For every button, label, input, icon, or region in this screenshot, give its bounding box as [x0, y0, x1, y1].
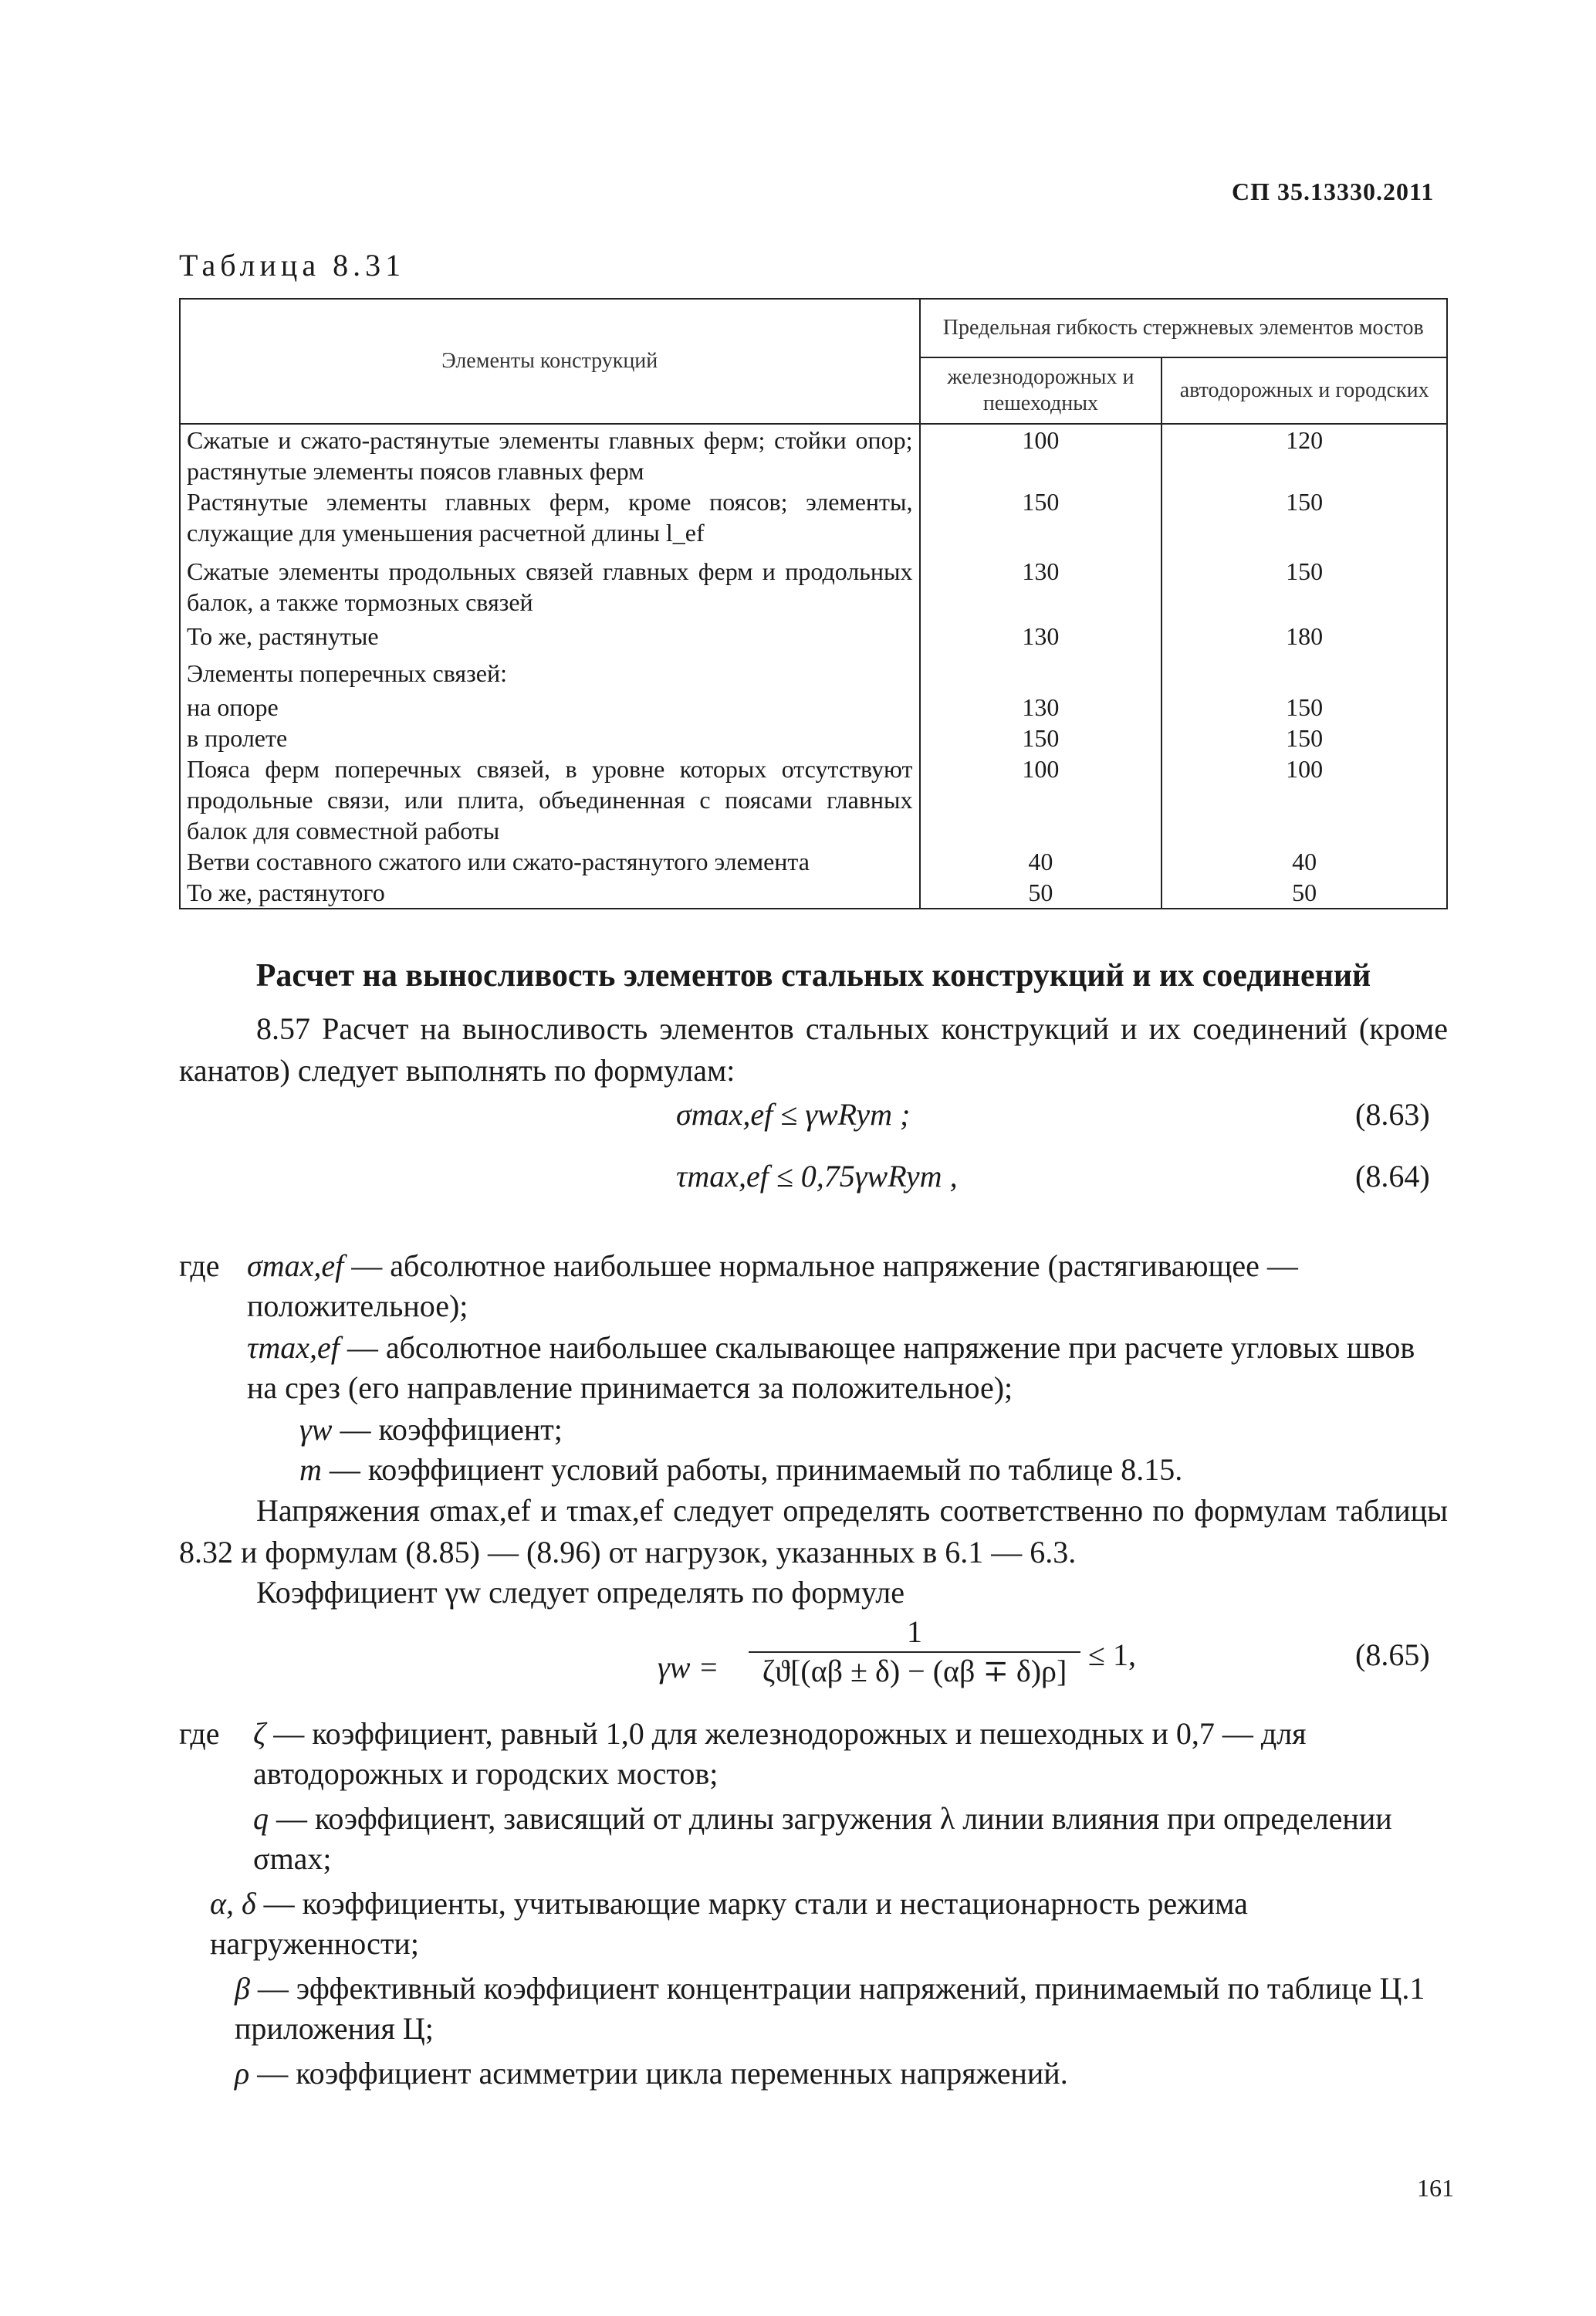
definition-symbol: m: [299, 1452, 322, 1487]
value-rail: 40: [920, 846, 1162, 877]
row-label: Ветви составного сжатого или сжато-растянутого элемента: [180, 846, 920, 877]
fraction-numerator: 1: [907, 1614, 922, 1649]
document-code: СП 35.13330.2011: [1232, 178, 1435, 205]
where-label: где: [179, 1248, 220, 1283]
paragraph-coefficient: Коэффициент γw следует определять по формуле: [256, 1575, 905, 1610]
value-rail: 150: [920, 486, 1162, 556]
definition-symbol: σmax,ef: [247, 1248, 344, 1283]
definition-text: — абсолютное наибольшее скалывающее напряжение при расчете угловых швов на срез (его направление принимается за положительное);: [247, 1330, 1415, 1405]
row-label: Растянутые элементы главных ферм, кроме поясов; элементы, служащие для уменьшения расчетной длины l_ef: [180, 486, 920, 556]
row-label: в пролете: [180, 723, 920, 753]
value-road: [1161, 658, 1447, 692]
definition-item: [210, 1884, 1429, 1964]
definition-text: — эффективный коэффициент концентрации напряжений, принимаемый по таблице Ц.1 приложения Ц;: [235, 1971, 1425, 2046]
row-label: То же, растянутые: [180, 621, 920, 658]
table-row: [180, 692, 1447, 723]
col-header-road: автодорожных и городских: [1161, 357, 1447, 424]
value-rail: 100: [920, 753, 1162, 846]
value-road: 150: [1161, 486, 1447, 556]
definition-item: [253, 1714, 1426, 1794]
definition-item: [247, 1246, 1428, 1326]
where-label-2: где: [179, 1716, 220, 1751]
section-title: Расчет на выносливость элементов стальных конструкций и их соединений: [255, 958, 1371, 994]
table-row: [180, 486, 1447, 556]
formula-8-63: σmax,ef ≤ γwRym ;: [676, 1097, 911, 1132]
definition-text: — коэффициент, зависящий от длины загружения λ линии влияния при определении σmax;: [253, 1801, 1392, 1876]
table-row: [180, 658, 1447, 692]
value-road: 150: [1161, 723, 1447, 753]
equation-number-8-63: (8.63): [1355, 1097, 1430, 1132]
value-rail: 150: [920, 723, 1162, 753]
value-road: 50: [1161, 877, 1447, 909]
row-label: То же, растянутого: [180, 877, 920, 909]
formula-8-65-lhs: γw =: [658, 1650, 719, 1685]
table-row: [180, 846, 1447, 877]
row-label: Сжатые и сжато-растянутые элементы главных ферм; стойки опор; растянутые элементы поясов главных ферм: [180, 424, 920, 486]
definition-symbol: γw: [299, 1412, 333, 1447]
paragraph-stresses: Напряжения σmax,ef и τmax,ef следует определять соответственно по формулам таблицы 8.32 и формулам (8.85) — (8.96) от нагрузок, указанных в 6.1 — 6.3.: [179, 1493, 1448, 1569]
value-rail: 130: [920, 556, 1162, 621]
col-header-elements: Элементы конструкций: [180, 299, 920, 424]
definition-symbol: τmax,ef: [247, 1330, 340, 1365]
row-label: Элементы поперечных связей:: [180, 658, 920, 692]
definition-symbol: ρ: [235, 2056, 250, 2091]
row-label: на опоре: [180, 692, 920, 723]
value-rail: [920, 658, 1162, 692]
definition-item: [299, 1450, 1426, 1490]
value-road: 120: [1161, 424, 1447, 486]
fraction-denominator: ζϑ[(αβ ± δ) − (αβ ∓ δ)ρ]: [762, 1654, 1067, 1688]
value-rail: 130: [920, 621, 1162, 658]
definition-symbol: α, δ: [210, 1886, 256, 1921]
definition-item: [235, 1969, 1431, 2049]
table-caption: Таблица 8.31: [179, 248, 406, 283]
equation-number-8-65: (8.65): [1355, 1637, 1430, 1672]
definition-symbol: q: [253, 1801, 269, 1836]
value-road: 150: [1161, 692, 1447, 723]
row-label: Сжатые элементы продольных связей главных ферм и продольных балок, а также тормозных связей: [180, 556, 920, 621]
table-row: [180, 877, 1447, 909]
formula-8-65-rhs: ≤ 1,: [1088, 1637, 1136, 1672]
definition-text: — коэффициент;: [340, 1412, 563, 1447]
table-row: [180, 753, 1447, 846]
equation-number-8-64: (8.64): [1355, 1159, 1430, 1194]
table-row: [180, 621, 1447, 658]
paragraph-8-57: 8.57 Расчет на выносливость элементов стальных конструкций и их соединений (кроме канатов) следует выполнять по формулам:: [179, 1011, 1448, 1088]
definition-text: — коэффициент условий работы, принимаемый по таблице 8.15.: [329, 1452, 1183, 1487]
table-row: [180, 424, 1447, 486]
definition-item: [247, 1328, 1428, 1408]
table-row: [180, 556, 1447, 621]
value-rail: 50: [920, 877, 1162, 909]
value-rail: 130: [920, 692, 1162, 723]
value-road: 40: [1161, 846, 1447, 877]
definition-text: — абсолютное наибольшее нормальное напряжение (растягивающее — положительное);: [247, 1248, 1298, 1323]
value-rail: 100: [920, 424, 1162, 486]
definition-text: — коэффициент, равный 1,0 для железнодорожных и пешеходных и 0,7 — для автодорожных и городских мостов;: [253, 1716, 1307, 1791]
formula-8-64: τmax,ef ≤ 0,75γwRym ,: [676, 1159, 958, 1194]
value-road: 100: [1161, 753, 1447, 846]
definition-item: [253, 1799, 1426, 1879]
table-row: [180, 723, 1447, 753]
row-label: Пояса ферм поперечных связей, в уровне которых отсутствуют продольные связи, или плита, объединенная с поясами главных балок для совместной работы: [180, 753, 920, 846]
definition-symbol: ζ: [253, 1716, 266, 1751]
formula-8-65-fraction: [749, 1613, 1080, 1689]
col-header-group: Предельная гибкость стержневых элементов мостов: [920, 299, 1448, 357]
value-road: 150: [1161, 556, 1447, 621]
definition-item: [299, 1410, 1426, 1450]
page-number: 161: [1417, 2174, 1454, 2202]
definition-item: [235, 2054, 1431, 2094]
definition-text: — коэффициент асимметрии цикла переменных напряжений.: [257, 2056, 1068, 2091]
slenderness-table: [179, 298, 1448, 909]
value-road: 180: [1161, 621, 1447, 658]
col-header-rail: железнодорожных и пешеходных: [920, 357, 1162, 424]
definition-text: — коэффициенты, учитывающие марку стали и нестационарность режима нагруженности;: [210, 1886, 1248, 1961]
definition-symbol: β: [235, 1971, 250, 2006]
